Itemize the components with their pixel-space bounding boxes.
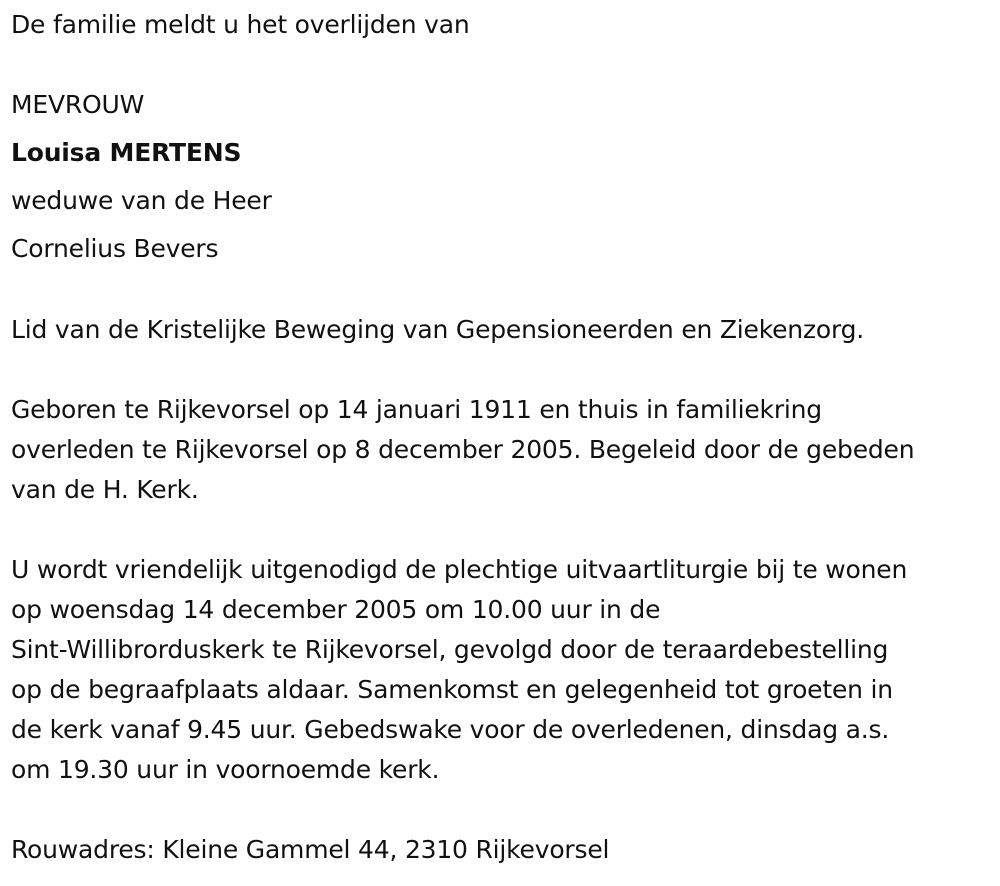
membership-text: Lid van de Kristelijke Beweging van Gepensioneerden en Ziekenzorg. (11, 315, 865, 344)
intro-text: De familie meldt u het overlijden van (11, 10, 470, 39)
honorific: MEVROUW (11, 90, 145, 119)
birth-death-line: van de H. Kerk. (11, 475, 199, 504)
mourning-address: Rouwadres: Kleine Gammel 44, 2310 Rijkevorsel (11, 835, 610, 864)
spouse-line-2: Cornelius Bevers (11, 234, 219, 263)
funeral-line: op de begraafplaats aldaar. Samenkomst en gelegenheid tot groeten in (11, 675, 893, 704)
funeral-line: de kerk vanaf 9.45 uur. Gebedswake voor de overledenen, dinsdag a.s. (11, 715, 890, 744)
deceased-name: Louisa MERTENS (11, 138, 242, 167)
birth-death-line: Geboren te Rijkevorsel op 14 januari 1911 en thuis in familiekring (11, 395, 822, 424)
birth-death-line: overleden te Rijkevorsel op 8 december 2005. Begeleid door de gebeden (11, 435, 915, 464)
funeral-line: om 19.30 uur in voornoemde kerk. (11, 755, 440, 784)
funeral-line: U wordt vriendelijk uitgenodigd de plechtige uitvaartliturgie bij te wonen (11, 555, 908, 584)
spouse-line-1: weduwe van de Heer (11, 186, 272, 215)
funeral-line: Sint-Willibrorduskerk te Rijkevorsel, gevolgd door de teraardebestelling (11, 635, 889, 664)
funeral-line: op woensdag 14 december 2005 om 10.00 uur in de (11, 595, 661, 624)
